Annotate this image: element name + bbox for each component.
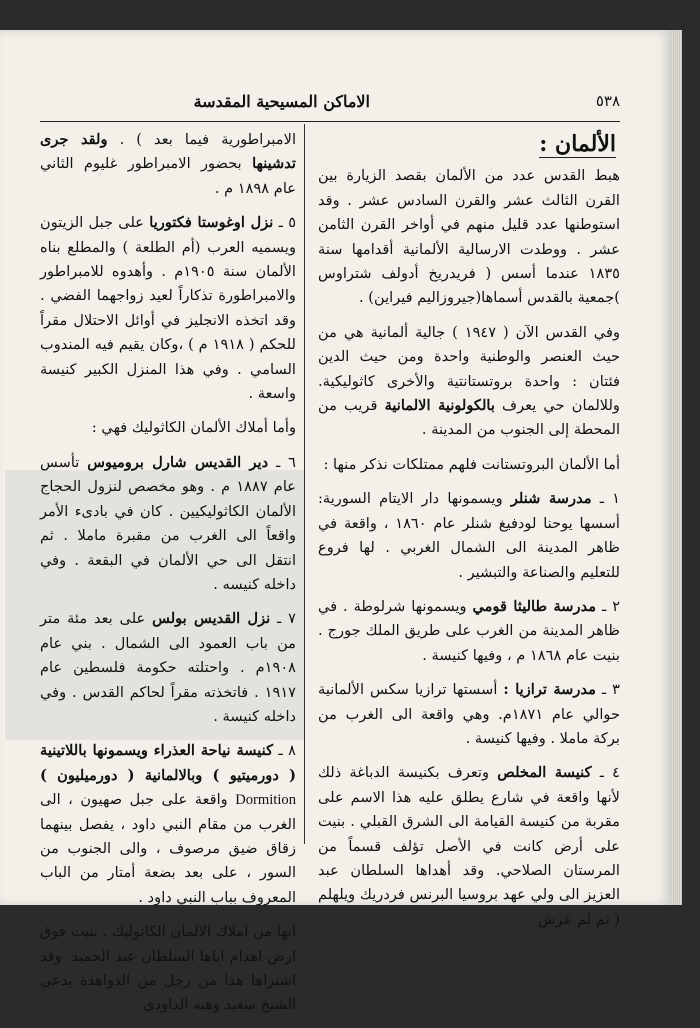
running-head: الاماكن المسيحية المقدسة	[193, 92, 370, 111]
list-item-4: ٤ ـ كنيسة المخلص وتعرف بكنيسة الدباغة ذلك لأنها واقعة في شارع يطلق عليه هذا الاسم على مقربة من كنيسة القيامة الى الشرق القبلي . بنيت على أرض كانت في الأصل تؤلف قسماً من المرستان الصلاحي. وقد أهداها السلطان عبد العزيز الى ولي عهد بروسيا البرنس فردريك ويلهلم ( ثم لم عرش	[318, 764, 621, 928]
protestant-intro: أما الألمان البروتستانت فلهم ممتلكات نذكر منها :	[323, 455, 620, 473]
continuation-paragraph: الامبراطورية فيما بعد ) . ولقد جرى تدشينها بحضور الامبراطور غليوم الثاني عام ١٨٩٨ م .	[40, 131, 296, 197]
list-item-7: ٧ ـ نزل القديس بولس على بعد مئة متر من باب العمود الى الشمال . بني عام ١٩٠٨م . واحتلته حكومة فلسطين عام ١٩١٧ . فاتخذته مقراً لحاكم القدس . وفي داخله كنيسة .	[40, 610, 296, 725]
page-header	[40, 92, 620, 118]
list-item-3: ٣ ـ مدرسة ترازيا : أسستها ترازيا سكس الألمانية حوالي عام ١٨٧١م. وهي واقعة الى الغرب من بركة ماملا . وفيها كنيسة .	[318, 681, 621, 747]
right-column	[318, 128, 620, 942]
list-item-6: ٦ ـ دير القديس شارل بروميوس تأسس عام ١٨٨٧ م . وهو مخصص لنزول الحجاج الألمان الكاثوليكيين . كان في بادىء الأمر واقعاً الى الغرب من مقبرة ماملا . ثم انتقل الى حي الألمان في البقعة . وفي داخله كنيسه .	[40, 453, 297, 593]
left-column	[40, 128, 296, 1028]
page-edge	[672, 30, 682, 905]
list-item-5: ٥ ـ نزل اوغوستا فكتوريا على جبل الزيتون ويسميه العرب (أم الطلعة ) والمطلع بناه الألمان سنة ١٩٠٥م . وأهدوه للامبراطور والامبراطورة تذكاراً لعيد زواجهما الفضي . وقد اتخذه الانجليز في أوائل الاحتلال مقراً للحكم ( ١٩١٨ م ) ،وكان يقيم فيه المندوب السامي . وفي هذا المنزل الكبير كنيسة واسعة .	[40, 214, 297, 403]
section-title: الألمان :	[539, 131, 616, 157]
header-rule	[40, 121, 620, 122]
latin-term: Dormition	[235, 792, 296, 809]
catholic-intro: وأما أملاك الألمان الكاثوليك فهي :	[91, 419, 296, 437]
intro-paragraph: هبط القدس عدد من الألمان بقصد الزيارة بين القرن الثالث عشر والقرن السادس عشر . وقد استوطنها عدد قليل منهم في أواخر القرن الثامن عشر . ووطدت الارسالية الألمانية أقدامها سنة ١٨٣٥ عندما أسس ( فريدريخ أدولف شتراوس )جمعية بالقدس أسماها(جيروزاليم فيراين) .	[318, 167, 620, 307]
closing-paragraph: انها من املاك الالمان الكاثوليك . بنيت فوق ارض اهدام اباها السلطان عبد الحميد. وقد اشتراها هذا من رجل من الدواهدة يدعى الشيخ سعيد وهبه الداودي .	[40, 923, 296, 1014]
column-divider	[304, 124, 305, 844]
list-item-1: ١ ـ مدرسة شنلر ويسمونها دار الايتام السورية: أسسها يوحنا لودفيغ شنلر عام ١٨٦٠ ، واقعة في ظاهر المدينة الى الشمال الغربي . لها فروع للتعليم والصناعة والتبشير .	[318, 490, 621, 581]
page-number: ٥٣٨	[595, 92, 620, 110]
community-paragraph: وفي القدس الآن ( ١٩٤٧ ) جالية ألمانية هي من حيث العنصر والوطنية واحدة ومن حيث الدين فئتان : واحدة بروتستانتية والأخرى كاثوليكية. وللالمان حي يعرف بالكولونية الالمانية قريب من المحطة إلى الجنوب من المدينة .	[318, 323, 620, 439]
list-item-8: ٨ ـ كنيسة نياحة العذراء ويسمونها باللاتينية ( دورميتيو ) وبالالمانية ( دورميليون ) Dormition واقعة على جبل صهيون ، الى الغرب من مقام النبي داود ، يفصل بينهما زقاق ضيق مرصوف ، والى الجنوب من السور ، على بعد بضعة أمتار من الباب المعروف بباب النبي داود .	[40, 742, 297, 906]
list-item-2: ٢ ـ مدرسة طاليثا قومي ويسمونها شرلوطة . في ظاهر المدينة من الغرب على طريق الملك جورج . بنيت عام ١٨٦٨ م ، وفيها كنيسة .	[318, 597, 621, 664]
